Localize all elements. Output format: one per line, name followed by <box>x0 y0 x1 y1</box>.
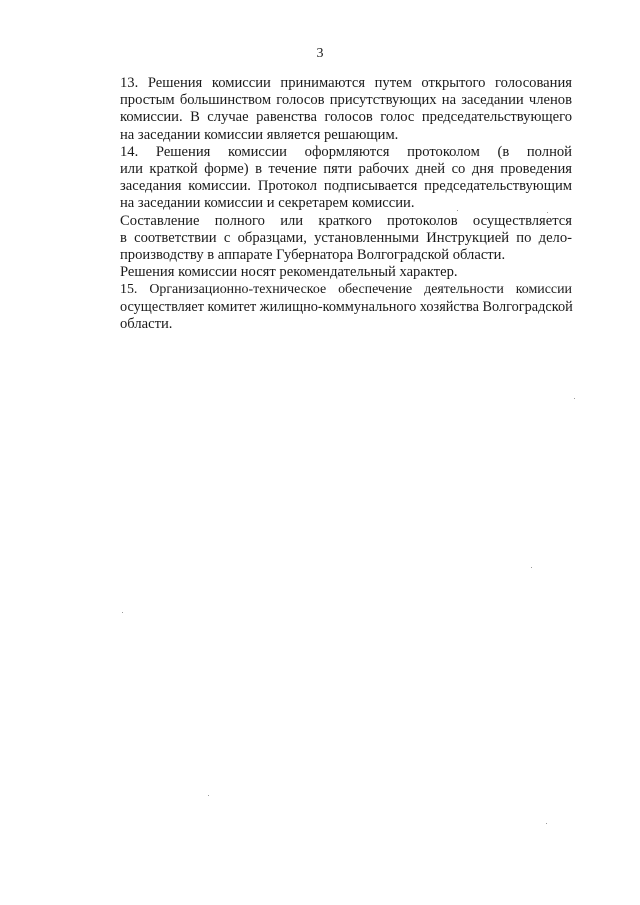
text-line: 13. Решения комиссии принимаются путем открытого голосования <box>120 75 572 91</box>
scan-speck <box>547 212 548 213</box>
text-line: 14. Решения комиссии оформляются протоколом (в полной <box>120 143 572 160</box>
text-line: 15. Организационно-техническое обеспечение деятельности комиссии <box>120 282 572 298</box>
text-line: простым большинством голосов присутствующих на заседании членов <box>120 92 572 109</box>
text-line: комиссии. В случае равенства голосов голос председательствующего <box>120 109 572 126</box>
paragraph-recommendations <box>85 264 572 281</box>
text-line: области. <box>120 315 173 332</box>
text-line: на заседании комиссии является решающим. <box>120 126 399 143</box>
text-line: Составление полного или краткого протоколов осуществляется <box>120 212 572 229</box>
paragraph-15 <box>85 281 572 333</box>
text-line: или краткой форме) в течение пяти рабочих дней со дня проведения <box>120 161 572 178</box>
scan-speck <box>122 612 123 613</box>
scan-speck <box>457 210 458 211</box>
paragraph-protocols <box>85 213 572 265</box>
scan-speck <box>574 398 575 399</box>
scan-speck <box>546 823 547 824</box>
scan-speck <box>531 567 532 568</box>
text-line: в соответствии с образцами, установленными Инструкцией по дело- <box>120 229 572 246</box>
text-line: осуществляет комитет жилищно-коммунального хозяйства Волгоградской <box>120 298 573 315</box>
scan-speck <box>208 795 209 796</box>
page-number: 3 <box>316 46 324 61</box>
paragraph-14 <box>85 144 572 213</box>
text-line: Решения комиссии носят рекомендательный характер. <box>120 264 458 281</box>
paragraph-13 <box>85 75 572 144</box>
text-line: заседания комиссии. Протокол подписывается председательствующим <box>120 178 572 195</box>
document-body <box>85 75 572 333</box>
text-line: производству в аппарате Губернатора Волгоградской области. <box>120 247 506 264</box>
text-line: на заседании комиссии и секретарем комиссии. <box>120 195 415 212</box>
